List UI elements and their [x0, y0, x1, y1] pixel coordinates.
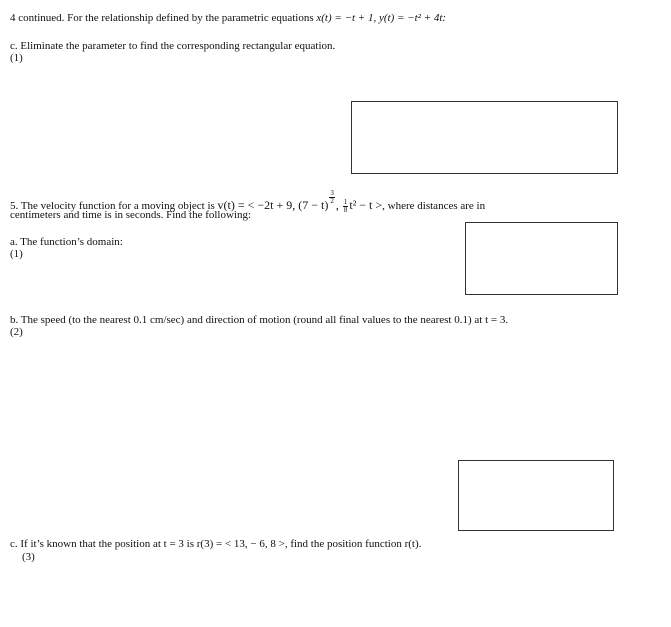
q5-coefficient-numerator: 1 — [343, 197, 348, 206]
q5-intro-line-2: centimeters and time is in seconds. Find the following: — [10, 209, 252, 221]
q5b-label: b. The speed (to the nearest 0.1 cm/sec) and direction of motion (round all final values to the nearest 0.1) at t = 3. — [10, 314, 509, 326]
q4-intro-text: 4 continued. For the relationship defined by the parametric equations — [10, 12, 317, 24]
q5-intro-text: 5. The velocity function for a moving object is — [10, 200, 218, 212]
q4-parametric-equations: x(t) = −t + 1, y(t) = −t² + 4t: — [316, 12, 447, 24]
q5-coefficient-fraction — [343, 199, 349, 214]
q5c-points: (3) — [22, 551, 35, 563]
q5b-answer-box[interactable] — [458, 460, 614, 531]
q5a-answer-box[interactable] — [465, 222, 618, 295]
q5-exponent-numerator: 3 — [330, 189, 334, 197]
q4c-points: (1) — [10, 52, 23, 64]
q5-velocity-part-a: v(t) = < −2t + 9, (7 − t) — [217, 198, 329, 212]
q5-exponent-denominator: 2 — [330, 197, 334, 205]
q5a-points: (1) — [10, 248, 23, 260]
q5-velocity-part-b: t² − t > — [349, 198, 383, 212]
q4-intro-line — [10, 12, 446, 25]
q5-exponent-fraction — [329, 190, 335, 205]
q5c-label: c. If it’s known that the position at t = 3 is r(3) = < 13, − 6, 8 >, find the position function r(t). — [10, 538, 422, 550]
q5b-points: (2) — [10, 326, 23, 338]
q4c-label: c. Eliminate the parameter to find the corresponding rectangular equation. — [10, 40, 336, 52]
q5-intro-tail: , where distances are in — [382, 200, 486, 212]
q5-velocity-comma: , — [335, 198, 342, 212]
q5-coefficient-denominator: 8 — [343, 205, 348, 214]
q5a-label: a. The function’s domain: — [10, 236, 123, 248]
q4c-answer-box[interactable] — [351, 101, 618, 174]
